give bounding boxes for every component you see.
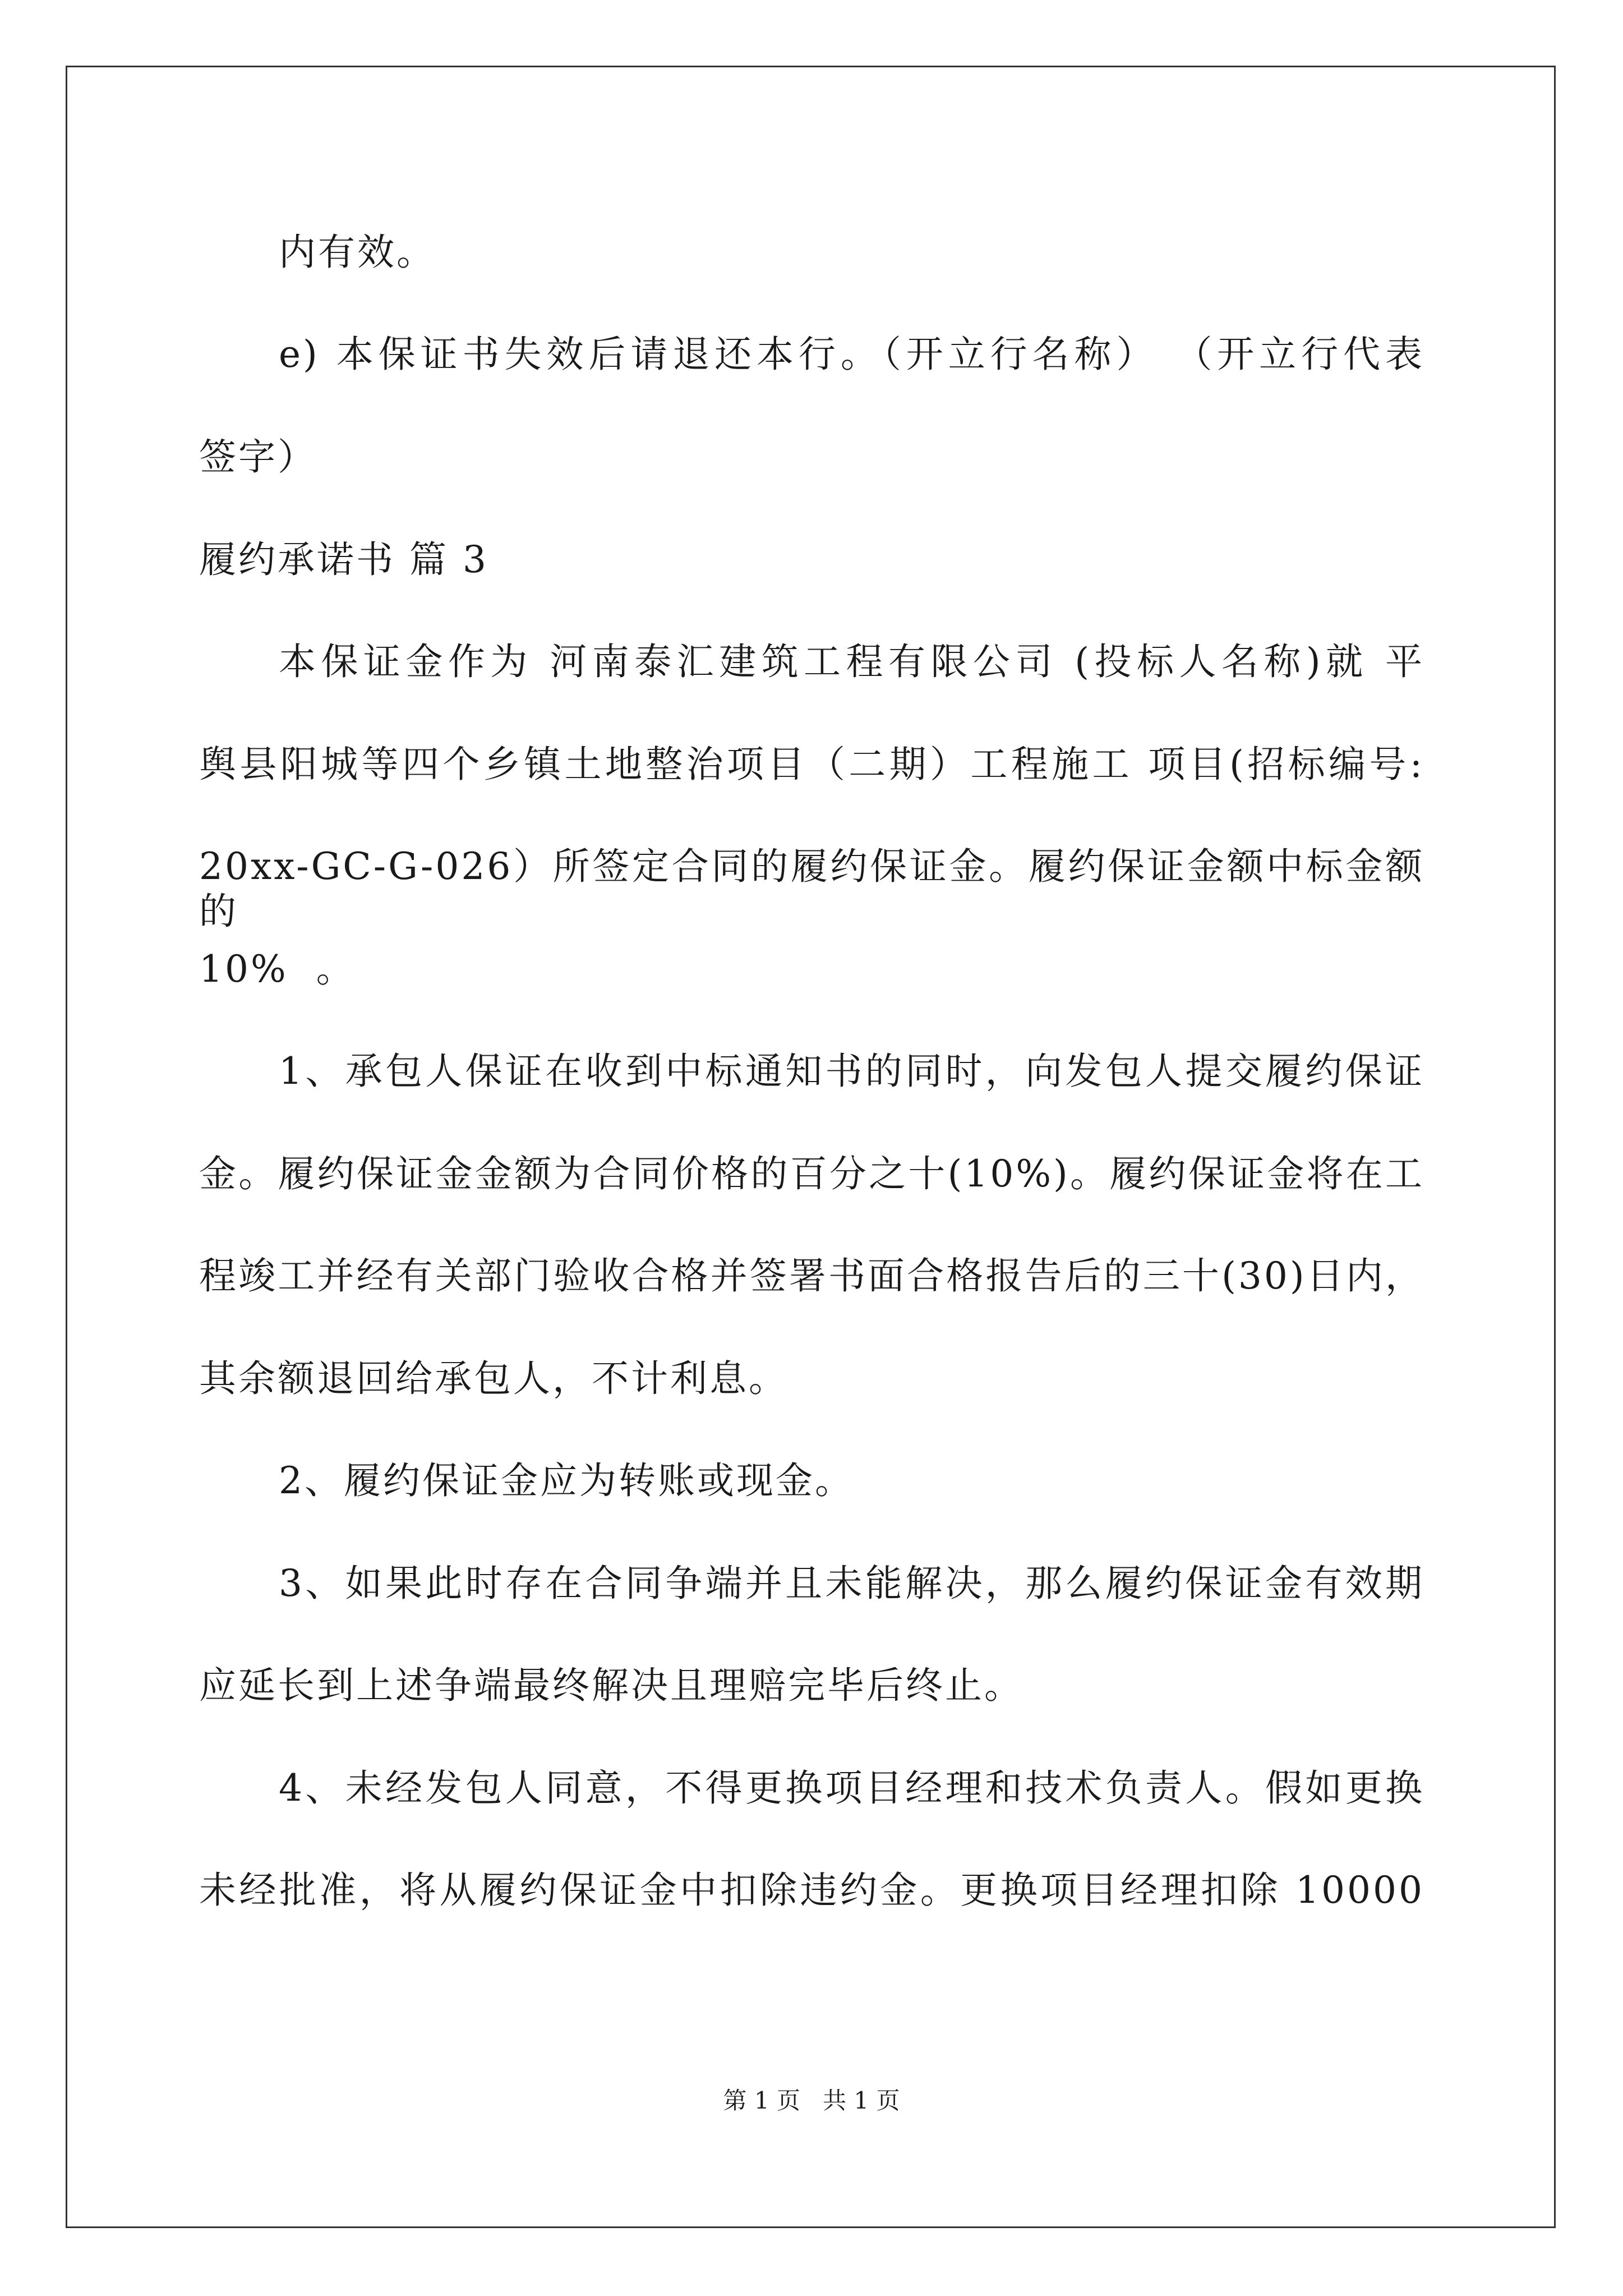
paragraph-line: 20xx-GC-G-026）所签定合同的履约保证金。履约保证金额中标金额的 — [199, 845, 1424, 933]
paragraph-line: 1、承包人保证在收到中标通知书的同时，向发包人提交履约保证 — [279, 1050, 1424, 1093]
paragraph-line: 应延长到上述争端最终解决且理赔完毕后终止。 — [199, 1664, 1023, 1707]
paragraph-line: 程竣工并经有关部门验收合格并签署书面合格报告后的三十(30)日内， — [199, 1254, 1424, 1297]
paragraph-line: 金。履约保证金金额为合同价格的百分之十(10%)。履约保证金将在工 — [199, 1152, 1424, 1195]
paragraph-line: 未经批准，将从履约保证金中扣除违约金。更换项目经理扣除 10000 — [199, 1869, 1424, 1912]
paragraph-line: 本保证金作为 河南泰汇建筑工程有限公司 (投标人名称)就 平 — [279, 640, 1424, 683]
paragraph-line: 2、履约保证金应为转账或现金。 — [279, 1459, 854, 1502]
paragraph-line: 签字） — [199, 435, 317, 478]
section-heading: 履约承诺书 篇 3 — [199, 538, 488, 581]
paragraph-line: 内有效。 — [279, 231, 436, 274]
paragraph-line: 3、如果此时存在合同争端并且未能解决，那么履约保证金有效期 — [279, 1562, 1424, 1605]
paragraph-line: e) 本保证书失效后请退还本行。（开立行名称） （开立行代表 — [279, 333, 1424, 376]
paragraph-line: 舆县阳城等四个乡镇土地整治项目（二期）工程施工 项目(招标编号: — [199, 743, 1424, 786]
paragraph-line: 10% 。 — [199, 947, 356, 991]
page-footer: 第 1 页 共 1 页 — [723, 2087, 900, 2114]
paragraph-line: 其余额退回给承包人，不计利息。 — [199, 1357, 788, 1400]
paragraph-line: 4、未经发包人同意，不得更换项目经理和技术负责人。假如更换 — [279, 1766, 1424, 1810]
